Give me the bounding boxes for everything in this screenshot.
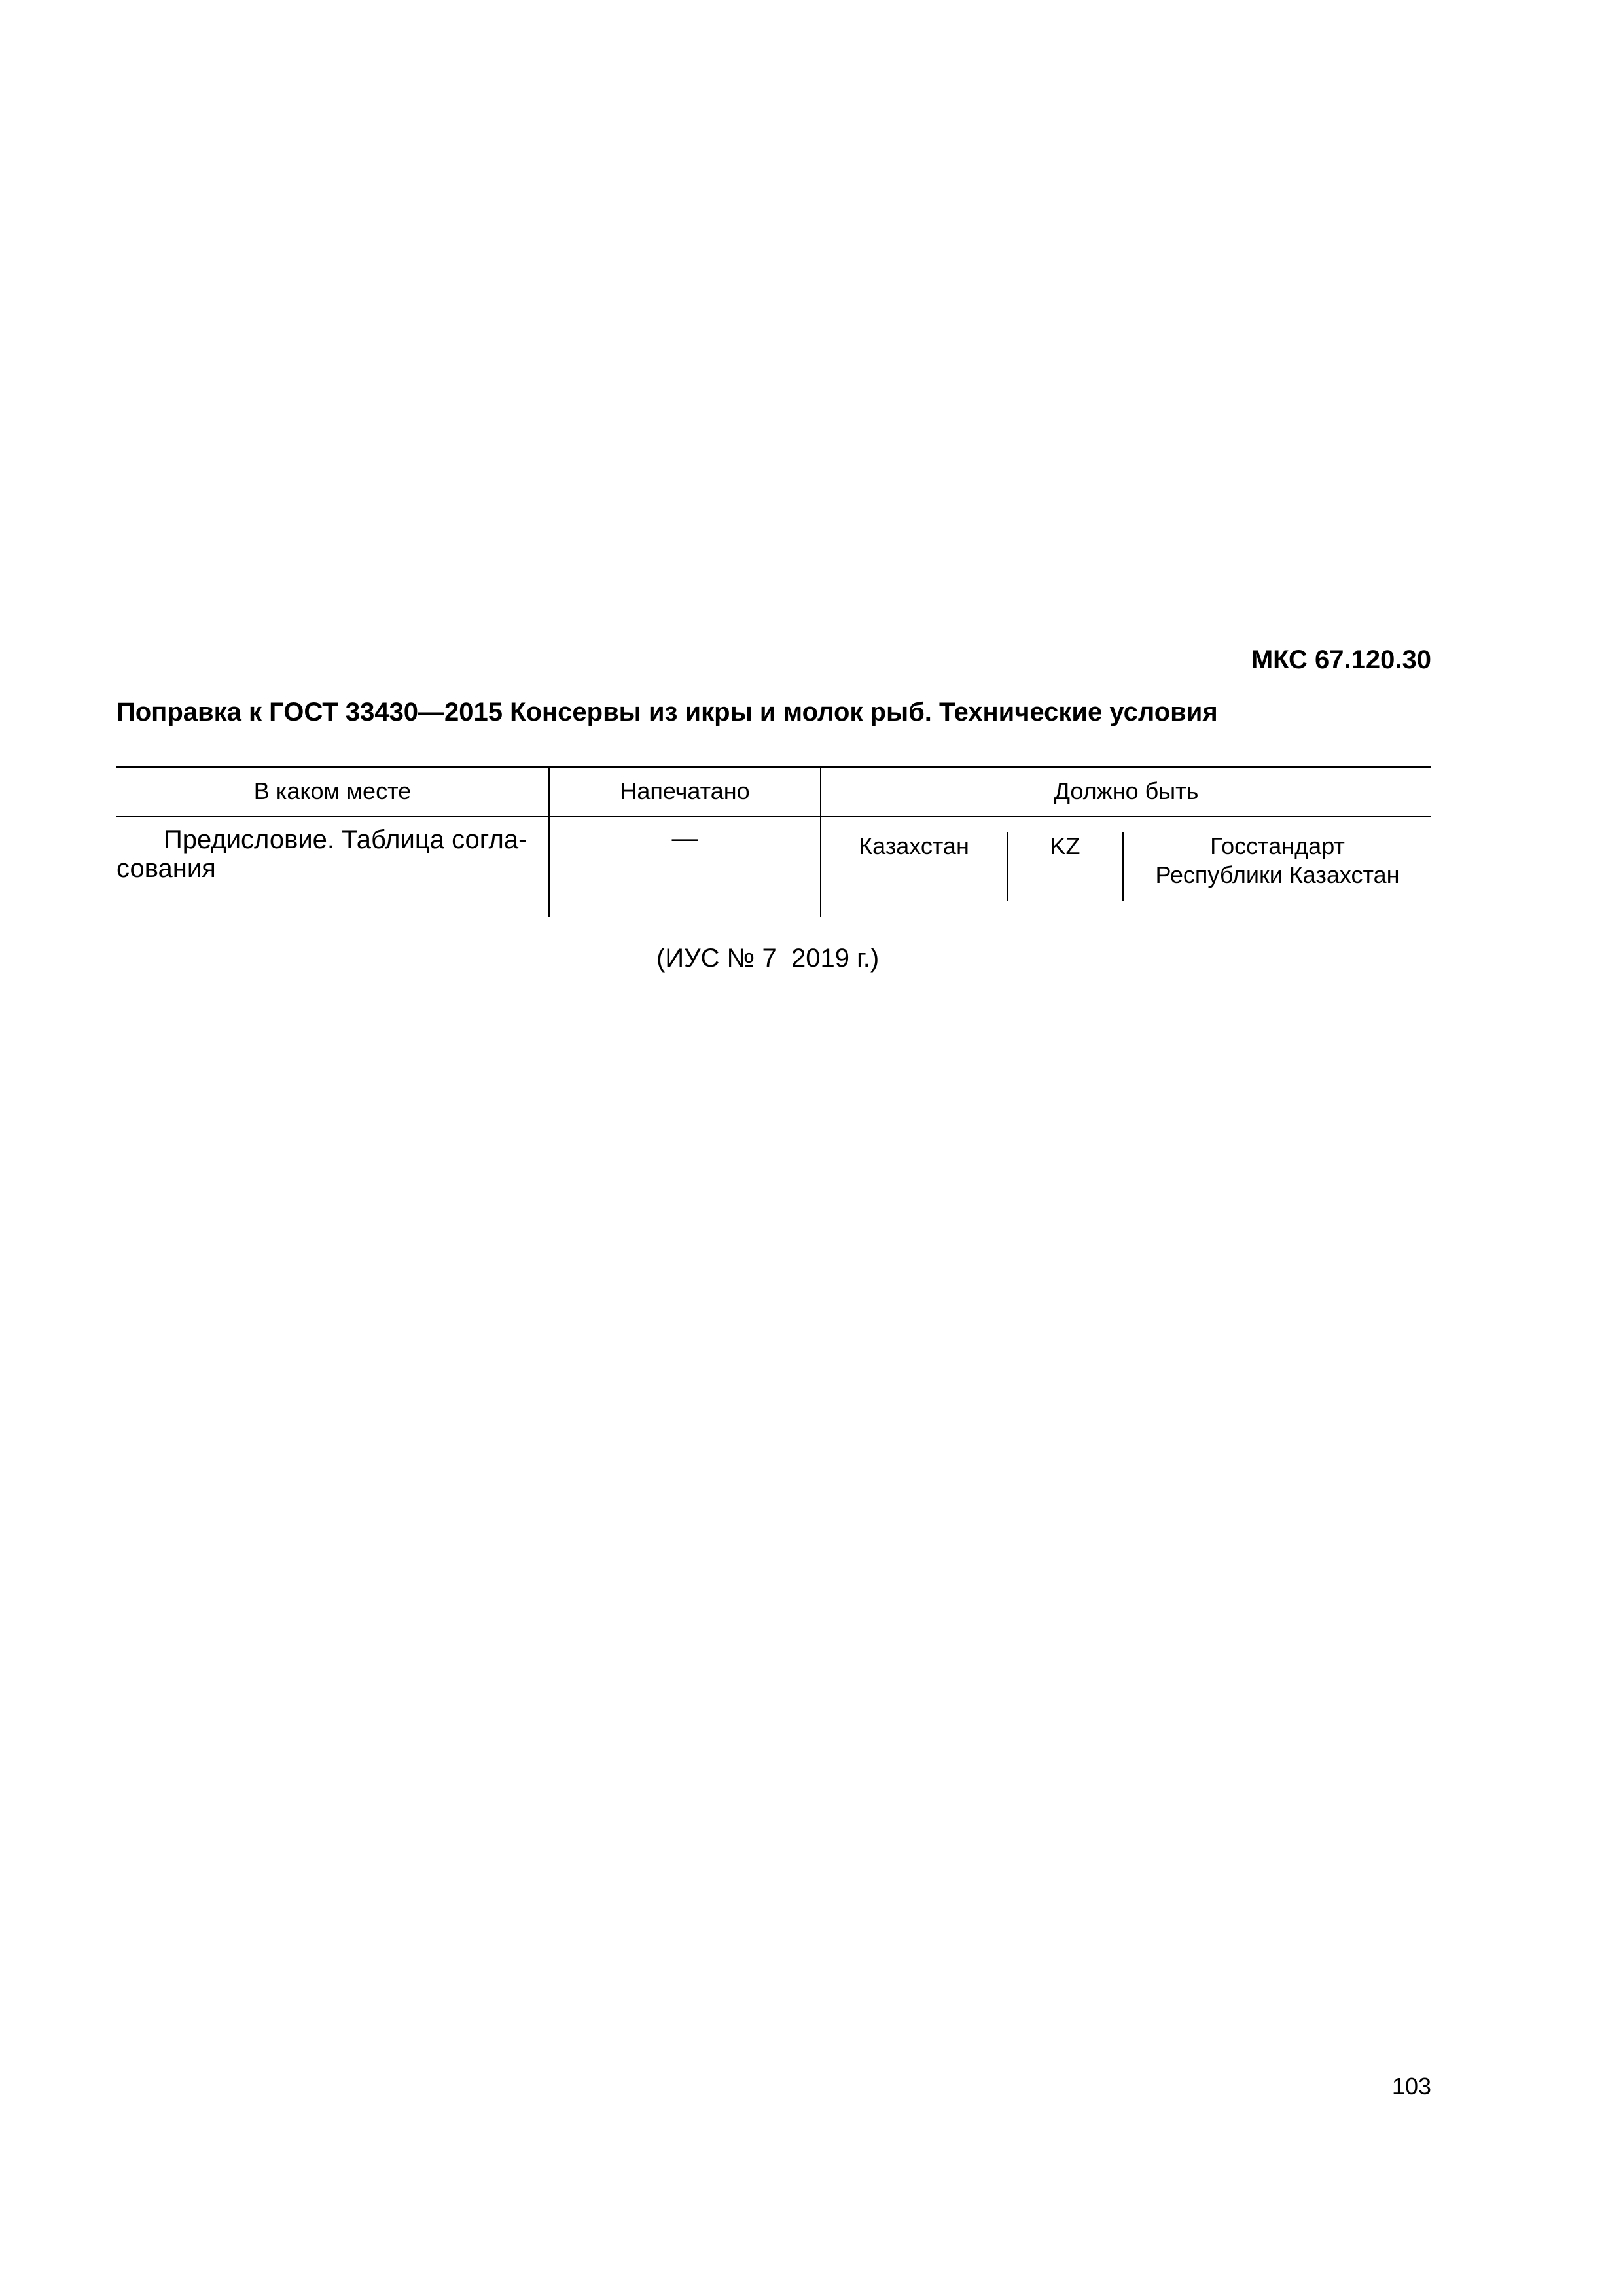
cell-where bbox=[116, 825, 545, 883]
header-where: В каком месте bbox=[253, 777, 412, 804]
cell-organization-line2: Республики Казахстан bbox=[1155, 861, 1400, 888]
table-header-rule bbox=[116, 816, 1431, 817]
cell-organization-line1: Госстандарт bbox=[1210, 833, 1345, 859]
header-printed: Напечатано bbox=[620, 777, 750, 804]
amendment-table bbox=[116, 766, 1431, 917]
cell-country: Казахстан bbox=[859, 833, 969, 859]
cell-country-code: KZ bbox=[1050, 833, 1080, 859]
cell-printed: — bbox=[671, 824, 698, 853]
mks-code: МКС 67.120.30 bbox=[1251, 645, 1431, 674]
header-should-be: Должно быть bbox=[1054, 777, 1199, 804]
page-number: 103 bbox=[1391, 2073, 1431, 2100]
source-note: (ИУС № 7 2019 г.) bbox=[656, 944, 880, 973]
cell-organization bbox=[1124, 832, 1431, 889]
document-title: Поправка к ГОСТ 33430—2015 Консервы из икры и молок рыб. Технические условия bbox=[116, 698, 1218, 726]
cell-where-line1: Предисловие. Таблица согла- bbox=[164, 825, 527, 854]
cell-where-line2: сования bbox=[116, 854, 216, 883]
